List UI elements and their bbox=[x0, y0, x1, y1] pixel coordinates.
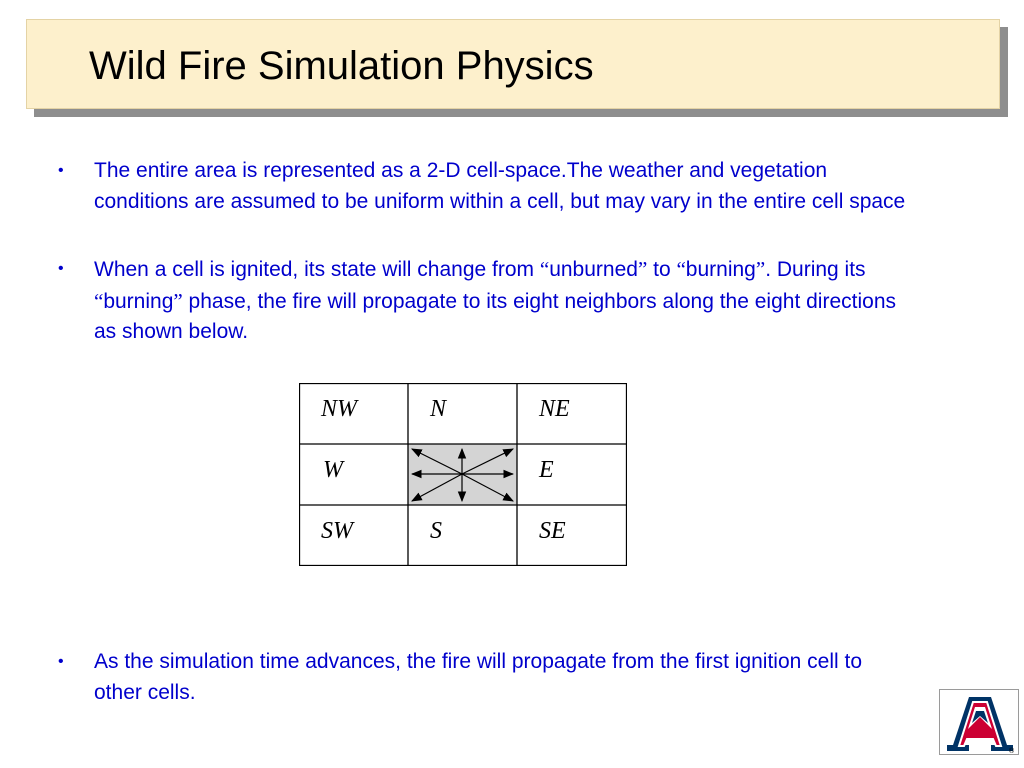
cell-label-e: E bbox=[539, 457, 554, 483]
text-run: burning bbox=[103, 289, 174, 313]
close-quote: ” bbox=[637, 257, 648, 281]
slide-title: Wild Fire Simulation Physics bbox=[89, 44, 594, 88]
text-run: burning bbox=[685, 258, 756, 281]
bullet-1 bbox=[58, 156, 918, 248]
direction-grid bbox=[299, 383, 627, 566]
text-run: to bbox=[647, 258, 677, 281]
text-run: phase, the fire will propagate to its eight neighbors along the eight directions as shown below. bbox=[94, 289, 897, 343]
bullet-text: As the simulation time advances, the fire will propagate from the first ignition cell to other cells. bbox=[94, 650, 863, 704]
cell-label-ne: NE bbox=[539, 396, 570, 422]
bullet-3 bbox=[58, 647, 918, 709]
university-logo bbox=[939, 689, 1019, 755]
bullet-text bbox=[94, 254, 914, 348]
bullet-marker: • bbox=[58, 260, 64, 277]
bullet-marker: • bbox=[58, 653, 64, 670]
open-quote: “ bbox=[676, 257, 686, 281]
bullet-2 bbox=[58, 254, 918, 346]
text-run: When a cell is ignited, its state will change from bbox=[94, 258, 540, 281]
cell-label-nw: NW bbox=[321, 396, 357, 422]
bullet-marker: • bbox=[58, 162, 64, 179]
cell-label-se: SE bbox=[539, 518, 566, 544]
registered-mark: ® bbox=[1009, 748, 1015, 755]
cell-label-n: N bbox=[430, 396, 447, 422]
close-quote: ” bbox=[173, 288, 183, 313]
bullet-text: The entire area is represented as a 2-D cell-space.The weather and vegetation conditions are assumed to be uniform within a cell, but may vary in the entire cell space bbox=[94, 159, 906, 213]
logo-a-icon bbox=[939, 689, 1019, 755]
title-box bbox=[26, 19, 1000, 109]
close-quote: ” bbox=[755, 257, 766, 281]
text-run: . During its bbox=[765, 258, 866, 281]
text-run: unburned bbox=[549, 258, 638, 281]
cell-label-w: W bbox=[323, 457, 343, 483]
cell-label-s: S bbox=[430, 518, 442, 544]
open-quote: “ bbox=[94, 288, 104, 313]
open-quote: “ bbox=[539, 257, 550, 281]
cell-label-sw: SW bbox=[321, 518, 353, 544]
